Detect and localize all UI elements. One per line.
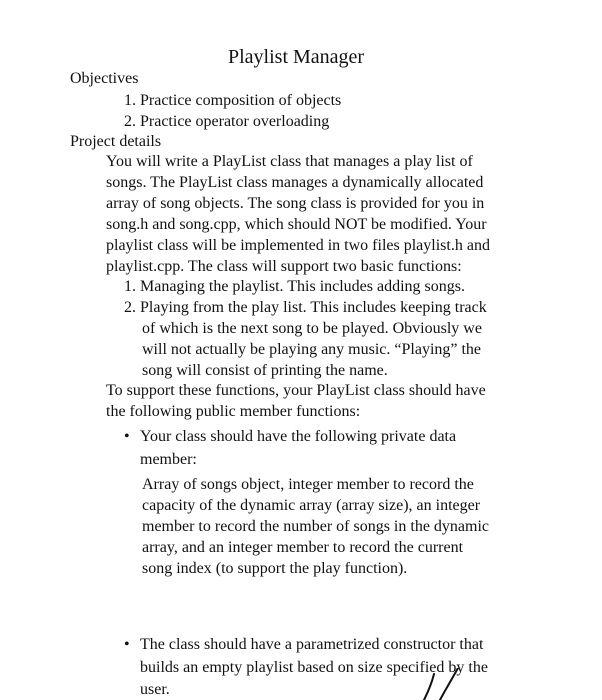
- bullet-text: The class should have a parametrized constructor that: [140, 636, 484, 653]
- detail-line: capacity of the dynamic array (array size), an integer: [142, 497, 481, 514]
- objective-item: 1. Practice composition of objects: [124, 92, 342, 109]
- intro-line: playlist.cpp. The class will support two basic functions:: [106, 258, 462, 275]
- function-item: 2. Playing from the play list. This includes keeping track: [124, 299, 487, 316]
- page-title: Playlist Manager: [228, 46, 365, 68]
- bullet-text: builds an empty playlist based on size specified by the: [140, 659, 488, 676]
- detail-line: song index (to support the play function).: [142, 560, 408, 577]
- intro-line: songs. The PlayList class manages a dynamically allocated: [106, 174, 484, 191]
- support-line: the following public member functions:: [106, 403, 361, 420]
- function-item-continued: of which is the next song to be played. Obviously we: [142, 320, 482, 337]
- intro-line: You will write a PlayList class that manages a play list of: [106, 153, 473, 170]
- function-item-continued: will not actually be playing any music. “Playing” the: [142, 341, 482, 358]
- bullet-icon: •: [124, 428, 130, 445]
- intro-line: playlist class will be implemented in two files playlist.h and: [106, 237, 490, 254]
- objective-item: 2. Practice operator overloading: [124, 113, 330, 130]
- bullet-icon: •: [124, 636, 130, 653]
- objectives-heading: Objectives: [70, 70, 139, 87]
- bullet-text: Your class should have the following private data: [140, 428, 457, 445]
- support-line: To support these functions, your PlayList class should have: [106, 382, 486, 399]
- detail-line: array, and an integer member to record the current: [142, 539, 464, 556]
- detail-line: Array of songs object, integer member to record the: [142, 476, 474, 493]
- intro-line: array of song objects. The song class is provided for you in: [106, 195, 485, 212]
- bullet-text: member:: [140, 451, 197, 468]
- intro-line: song.h and song.cpp, which should NOT be modified. Your: [106, 216, 487, 233]
- project-details-heading: Project details: [70, 133, 162, 150]
- pen-stroke-icon: [410, 668, 470, 700]
- bullet-text: user.: [140, 681, 170, 698]
- function-item-continued: song will consist of printing the name.: [142, 362, 388, 379]
- detail-line: member to record the number of songs in the dynamic: [142, 518, 490, 535]
- function-item: 1. Managing the playlist. This includes adding songs.: [124, 278, 466, 295]
